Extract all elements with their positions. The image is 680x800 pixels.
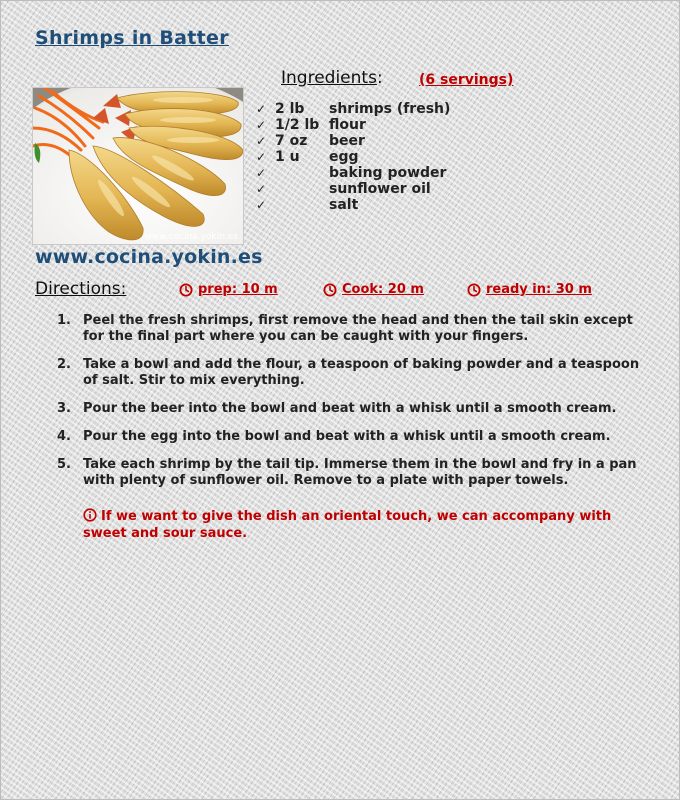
step-number: 5. bbox=[57, 457, 71, 472]
ingredients-heading bbox=[281, 68, 383, 88]
cook-time-link[interactable] bbox=[323, 282, 424, 297]
step-number: 4. bbox=[57, 429, 71, 444]
ingredient-name: beer bbox=[329, 133, 365, 149]
site-link[interactable]: www.cocina.yokin.es bbox=[35, 246, 263, 268]
ready-time-label: ready in: 30 m bbox=[486, 282, 592, 297]
ingredient-name: flour bbox=[329, 117, 366, 133]
step-text: Peel the fresh shrimps, first remove the head and then the tail skin except for the final part where you can be caught with your fingers. bbox=[83, 313, 633, 344]
ingredients-heading-colon: : bbox=[376, 68, 383, 88]
check-icon: ✓ bbox=[256, 102, 267, 116]
check-icon: ✓ bbox=[256, 166, 267, 180]
step-text: Take a bowl and add the flour, a teaspoon of baking powder and a teaspoon of salt. Stir to mix everything. bbox=[83, 357, 640, 388]
ingredient-qty: 7 oz bbox=[275, 133, 308, 149]
ingredient-name: salt bbox=[329, 197, 359, 213]
direction-steps bbox=[57, 313, 657, 501]
direction-step bbox=[57, 457, 657, 489]
ingredient-qty: 1/2 lb bbox=[275, 117, 320, 133]
prep-time-link[interactable] bbox=[179, 282, 278, 297]
step-text: Pour the egg into the bowl and beat with a whisk until a smooth cream. bbox=[83, 429, 611, 444]
clock-icon bbox=[179, 283, 193, 297]
check-icon: ✓ bbox=[256, 182, 267, 196]
ingredient-qty: 2 lb bbox=[275, 101, 305, 117]
ingredient-name: baking powder bbox=[329, 165, 447, 181]
step-number: 2. bbox=[57, 357, 71, 372]
direction-step bbox=[57, 429, 657, 445]
photo-watermark: www.cocina.yokin.es bbox=[144, 232, 238, 242]
shrimp-illustration bbox=[33, 88, 244, 245]
ingredient-name: shrimps (fresh) bbox=[329, 101, 451, 117]
step-text: Take each shrimp by the tail tip. Immerse them in the bowl and fry in a pan with plenty of sunflower oil. Remove to a plate with paper towels. bbox=[83, 457, 637, 488]
cook-time-label: Cook: 20 m bbox=[342, 282, 424, 297]
info-icon bbox=[83, 508, 97, 522]
ingredient-name: egg bbox=[329, 149, 359, 165]
ingredients-heading-label: Ingredients bbox=[281, 68, 377, 88]
check-icon: ✓ bbox=[256, 198, 267, 212]
tip-note bbox=[83, 508, 643, 542]
prep-time-label: prep: 10 m bbox=[198, 282, 278, 297]
step-number: 1. bbox=[57, 313, 71, 328]
ingredient-name: sunflower oil bbox=[329, 181, 431, 197]
clock-icon bbox=[323, 283, 337, 297]
step-text: Pour the beer into the bowl and beat with a whisk until a smooth cream. bbox=[83, 401, 617, 416]
direction-step bbox=[57, 357, 657, 389]
recipe-title: Shrimps in Batter bbox=[35, 27, 229, 49]
tip-text: If we want to give the dish an oriental touch, we can accompany with sweet and sour sauce. bbox=[83, 509, 612, 541]
ingredient-qty: 1 u bbox=[275, 149, 300, 165]
step-number: 3. bbox=[57, 401, 71, 416]
direction-step bbox=[57, 401, 657, 417]
clock-icon bbox=[467, 283, 481, 297]
check-icon: ✓ bbox=[256, 118, 267, 132]
ready-time-link[interactable] bbox=[467, 282, 592, 297]
check-icon: ✓ bbox=[256, 150, 267, 164]
directions-heading: Directions: bbox=[35, 279, 127, 299]
direction-step bbox=[57, 313, 657, 345]
check-icon: ✓ bbox=[256, 134, 267, 148]
servings-link[interactable]: (6 servings) bbox=[419, 72, 514, 88]
recipe-photo bbox=[32, 87, 244, 245]
